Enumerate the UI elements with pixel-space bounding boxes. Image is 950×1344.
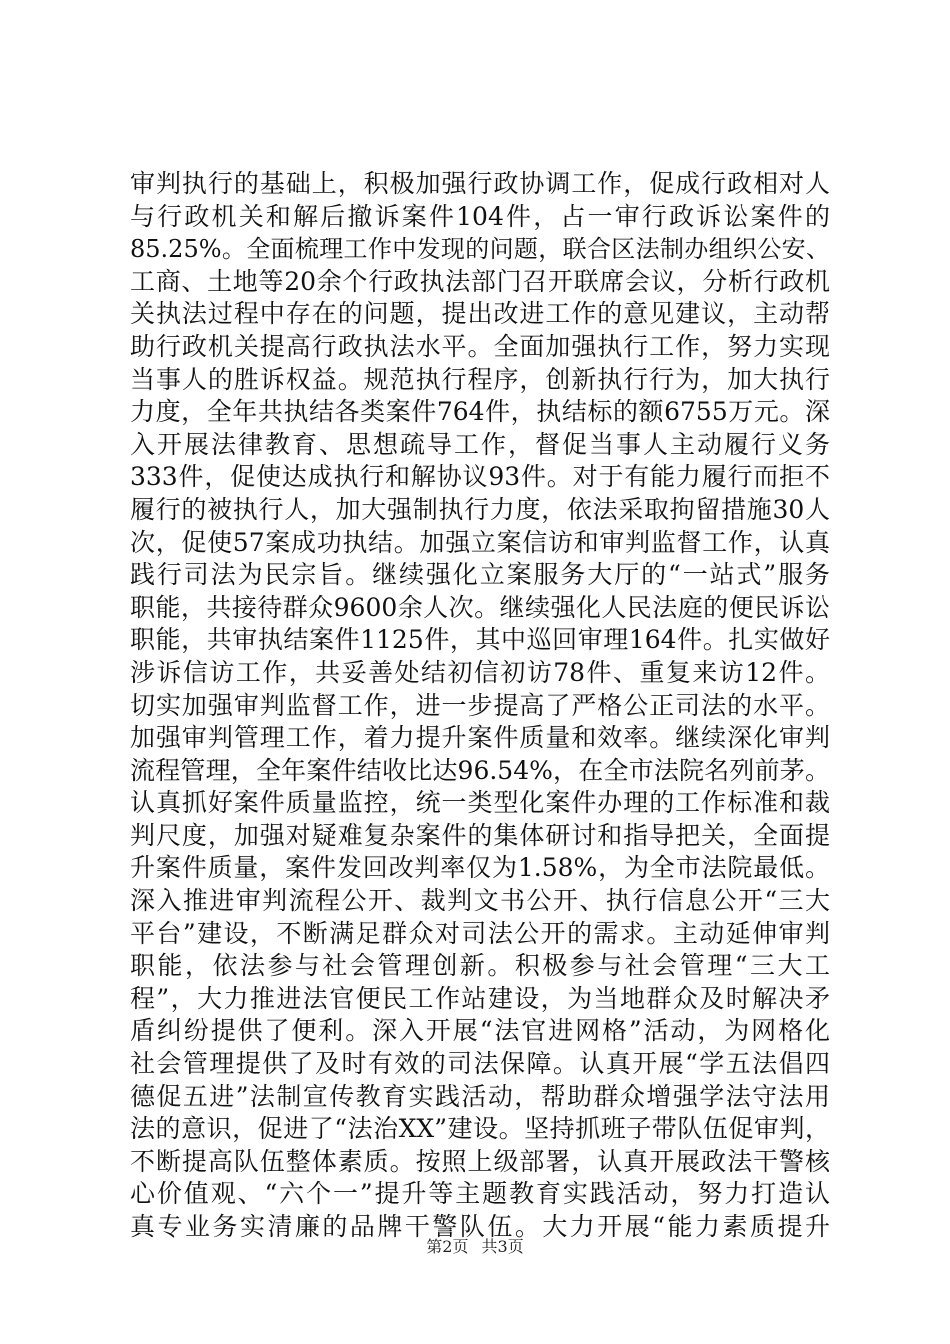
text-line: 心价值观、“六个一”提升等主题教育实践活动，努力打造认 [130,1179,830,1209]
page-total: 共3页 [481,1237,524,1256]
text-line: 认真抓好案件质量监控，统一类型化案件办理的工作标准和裁 [130,788,830,818]
text-line: 关执法过程中存在的问题，提出改进工作的意见建议，主动帮 [130,299,830,329]
text-line: 入开展法律教育、思想疏导工作，督促当事人主动履行义务 [130,429,830,459]
text-line: 履行的被执行人，加大强制执行力度，依法采取拘留措施30人 [130,494,830,524]
body-paragraph [130,168,830,1244]
text-line: 社会管理提供了及时有效的司法保障。认真开展“学五法倡四 [130,1049,830,1079]
text-line: 助行政机关提高行政执法水平。全面加强执行工作，努力实现 [130,331,830,361]
text-line: 深入推进审判流程公开、裁判文书公开、执行信息公开“三大 [130,886,830,916]
text-line: 当事人的胜诉权益。规范执行程序，创新执行行为，加大执行 [130,364,830,394]
text-line: 流程管理，全年案件结收比达96.54%，在全市法院名列前茅。 [130,755,830,785]
text-line: 工商、土地等20余个行政执法部门召开联席会议，分析行政机 [130,266,830,296]
text-line: 盾纠纷提供了便利。深入开展“法官进网格”活动，为网格化 [130,1016,830,1046]
text-line: 次，促使57案成功执结。加强立案信访和审判监督工作，认真 [130,527,830,557]
text-line: 85.25%。全面梳理工作中发现的问题，联合区法制办组织公安、 [130,235,830,264]
page-footer [0,1237,950,1257]
text-line: 切实加强审判监督工作，进一步提高了严格公正司法的水平。 [130,690,830,720]
text-line: 升案件质量，案件发回改判率仅为1.58%，为全市法院最低。 [130,853,830,883]
page-number: 第2页 [426,1237,469,1256]
text-line: 加强审判管理工作，着力提升案件质量和效率。继续深化审判 [130,723,830,753]
text-line: 平台”建设，不断满足群众对司法公开的需求。主动延伸审判 [130,918,830,948]
text-line: 与行政机关和解后撤诉案件104件，占一审行政诉讼案件的 [130,201,830,231]
text-line: 程”，大力推进法官便民工作站建设，为当地群众及时解决矛 [130,983,830,1013]
text-line: 333件，促使达成执行和解协议93件。对于有能力履行而拒不 [130,462,830,492]
text-line: 职能，共接待群众9600余人次。继续强化人民法庭的便民诉讼 [130,592,830,622]
text-line: 审判执行的基础上，积极加强行政协调工作，促成行政相对人 [130,169,830,198]
text-line: 不断提高队伍整体素质。按照上级部署，认真开展政法干警核 [130,1146,830,1176]
text-line: 践行司法为民宗旨。继续强化立案服务大厅的“一站式”服务 [130,560,830,590]
text-line: 力度，全年共执结各类案件764件，执结标的额6755万元。深 [130,397,830,427]
text-line: 真专业务实清廉的品牌干警队伍。大力开展“能力素质提升 [130,1212,830,1241]
text-line: 德促五进”法制宣传教育实践活动，帮助群众增强学法守法用 [130,1081,830,1111]
text-line: 职能，依法参与社会管理创新。积极参与社会管理“三大工 [130,951,830,981]
text-line: 职能，共审执结案件1125件，其中巡回审理164件。扎实做好 [130,625,830,655]
text-line: 涉诉信访工作，共妥善处结初信初访78件、重复来访12件。 [130,657,830,687]
text-line: 法的意识，促进了“法治XX”建设。坚持抓班子带队伍促审判， [130,1114,830,1144]
text-line: 判尺度，加强对疑难复杂案件的集体研讨和指导把关，全面提 [130,820,830,850]
